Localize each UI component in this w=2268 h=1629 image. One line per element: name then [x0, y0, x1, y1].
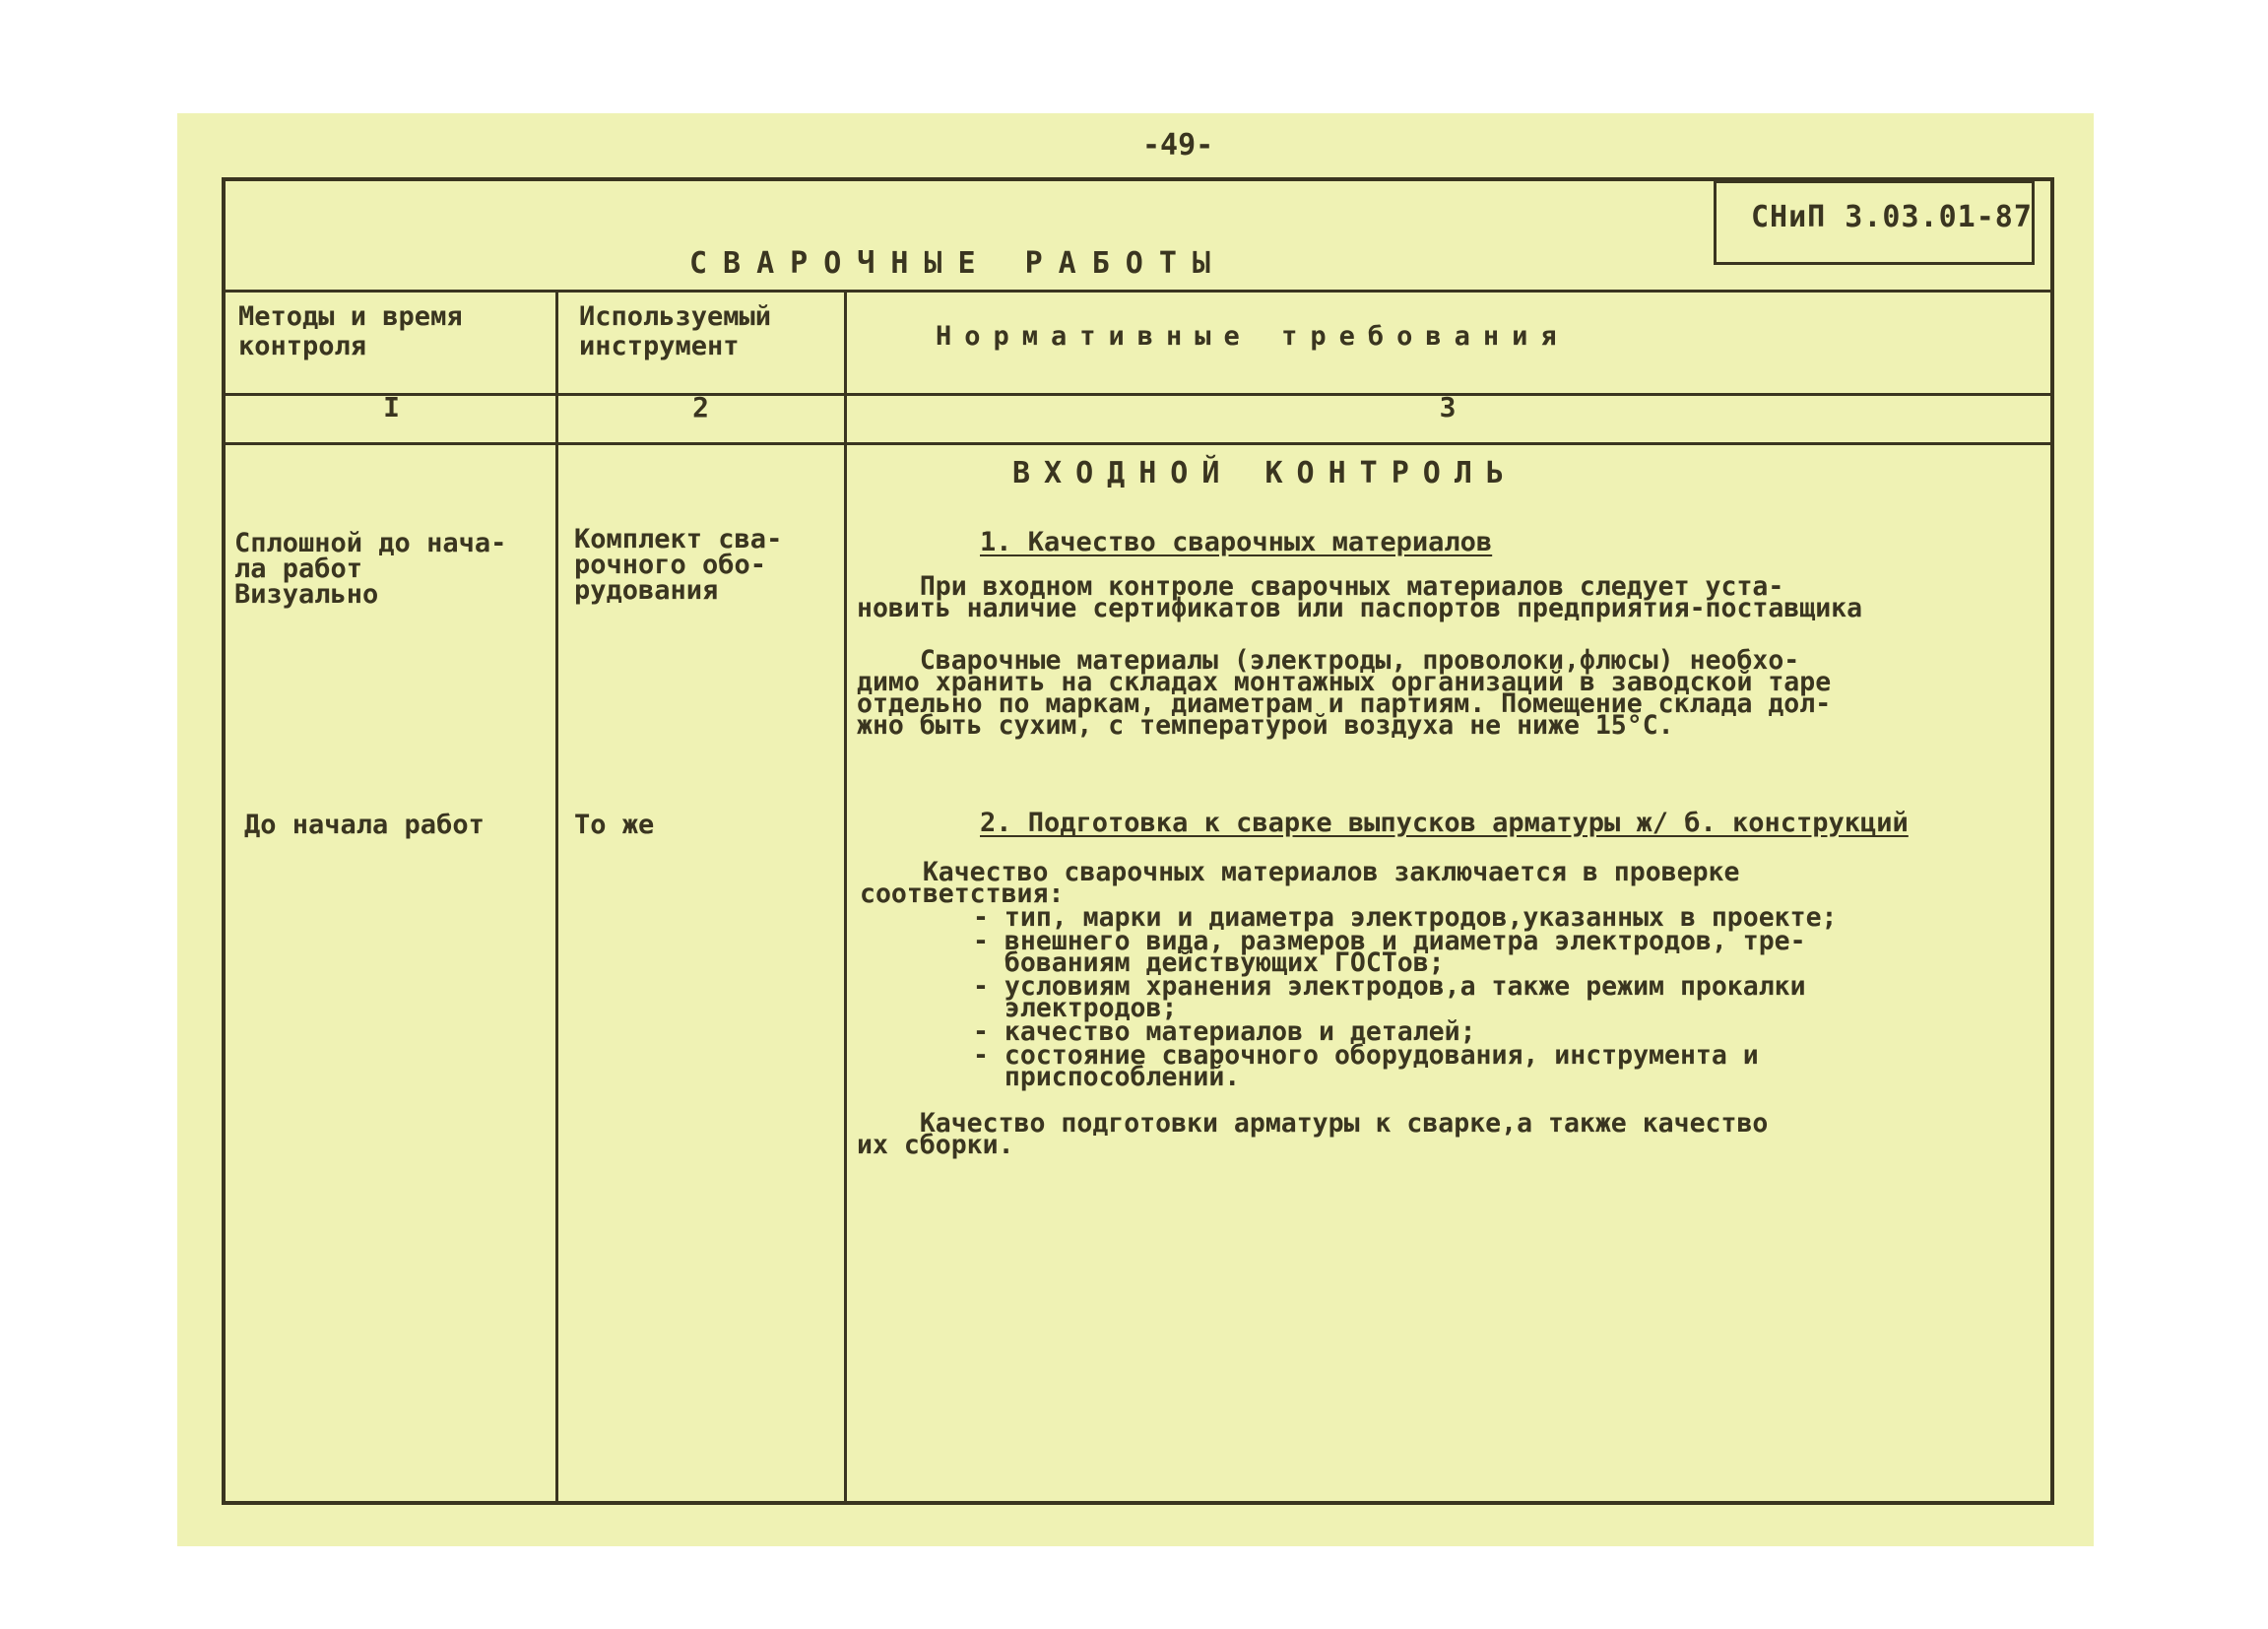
column-number-1: I [383, 391, 400, 424]
row-1-method: Сплошной до нача- ла работ Визуально [234, 528, 507, 610]
bullet-5: - состояние сварочного оборудования, инструмента и приспособлений. [973, 1040, 1759, 1092]
bullet-1: - тип, марки и диаметра электродов,указанных в проекте; [973, 902, 1838, 933]
page-number: -49- [1142, 128, 1214, 163]
column-number-2: 2 [692, 391, 709, 424]
row-2-tool: То же [574, 810, 655, 840]
column-divider-2 [844, 290, 847, 1501]
column-header-requirements: Нормативные требования [936, 321, 1570, 352]
document-page [177, 113, 2094, 1546]
paragraph-closing: Качество подготовки арматуры к сварке,а также качество их сборки. [857, 1108, 1769, 1160]
form-table [222, 177, 2054, 1505]
bullet-4: - качество материалов и деталей; [973, 1016, 1476, 1047]
bullet-3: - условиям хранения электродов,а также режим прокалки электродов; [973, 971, 1806, 1023]
section-heading: ВХОДНОЙ КОНТРОЛЬ [1012, 456, 1518, 490]
paragraph-2: Сварочные материалы (электроды, проволоки,флюсы) необхо- димо хранить на складах монтажных организаций в заводской таре отдельно по маркам, диаметрам и партиям. Помещение склада дол- жно быть сухим, с температурой воздуха не ниже 15°С. [857, 645, 1832, 741]
column-divider-1 [555, 290, 558, 1501]
table-rule-numbers [226, 442, 2050, 445]
column-number-3: 3 [1439, 391, 1457, 424]
table-rule-title [226, 290, 2050, 293]
bullet-2: - внешнего вида, размеров и диаметра электродов, тре- бованиям действующих ГОСТов; [973, 926, 1806, 978]
row-1-tool: Комплект сва- рочного обо- рудования [574, 524, 783, 606]
row-2-method: До начала работ [244, 810, 485, 840]
paragraph-1: При входном контроле сварочных материалов следует уста- новить наличие сертификатов или паспортов предприятия-поставщика [857, 571, 1863, 623]
form-title: СВАРОЧНЫЕ РАБОТЫ [689, 246, 1226, 281]
column-header-tool: Используемый инструмент [579, 301, 772, 361]
subheading-1: 1. Качество сварочных материалов [980, 527, 1493, 557]
paragraph-intro: Качество сварочных материалов заключается в проверке соответствия: [860, 857, 1740, 909]
doc-code: СНиП 3.03.01-87 [1751, 200, 2033, 234]
subheading-2: 2. Подготовка к сварке выпусков арматуры ж/ б. конструкций [980, 808, 1909, 838]
column-header-methods: Методы и время контроля [238, 301, 463, 361]
